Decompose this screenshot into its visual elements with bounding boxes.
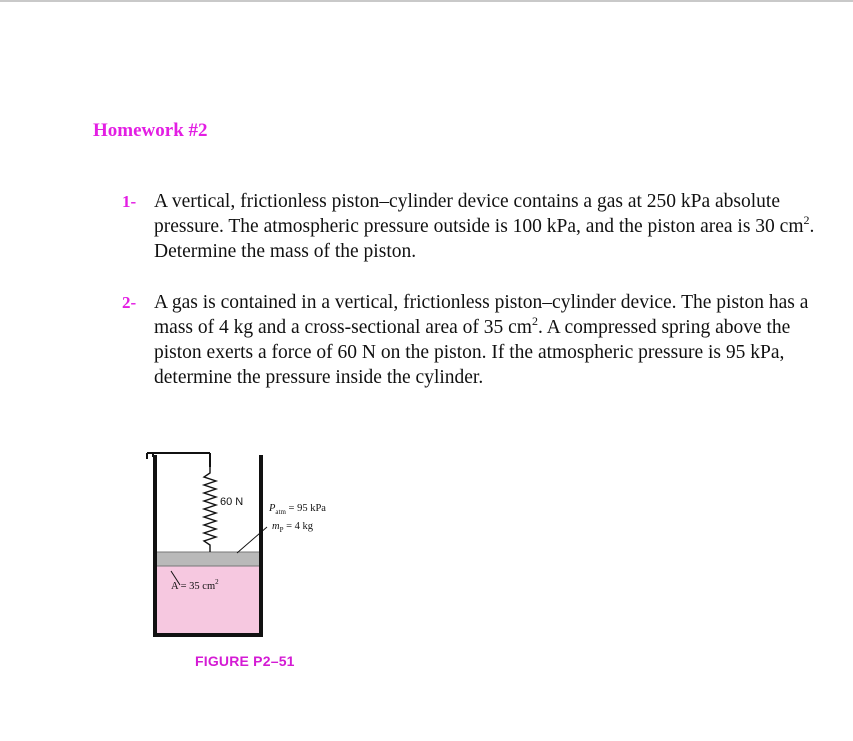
problem-number: 1-	[122, 192, 137, 211]
area-label: A = 35 $cm^2$	[171, 577, 219, 592]
atm-pressure-label: $P_{atm} = 95$ kPa	[269, 503, 326, 517]
piston-mass-label: $m_P = 4$ kg	[272, 521, 314, 535]
problem-text: A vertical, frictionless piston–cylinder device contains a gas at 250 kPa absolute pressure. The atmospheric pressure outside is 100 kPa, and the piston area is 30 $cm^2$. Determine the mass of the piston.	[154, 191, 815, 262]
figure-caption: FIGURE P2–51	[195, 653, 295, 669]
problem-1	[122, 189, 822, 264]
problem-text: A gas is contained in a vertical, frictionless piston–cylinder device. The piston has a mass of 4 kg and a cross-sectional area of 35 $cm^2$. A compressed spring above the piston exerts a force of 60 N on the piston. If the atmospheric pressure is 95 kPa, determine the pressure inside the cylinder.	[154, 292, 809, 388]
problem-2	[122, 290, 822, 390]
spring-force-label: 60 N	[220, 496, 244, 508]
piston-cylinder-figure	[140, 445, 380, 685]
problem-number: 2-	[122, 293, 137, 312]
spring-icon	[204, 467, 216, 552]
top-border	[0, 0, 853, 2]
page-title: Homework #2	[93, 120, 208, 141]
figure-drawing	[140, 445, 380, 685]
piston	[157, 552, 259, 566]
gas-region	[157, 566, 259, 635]
